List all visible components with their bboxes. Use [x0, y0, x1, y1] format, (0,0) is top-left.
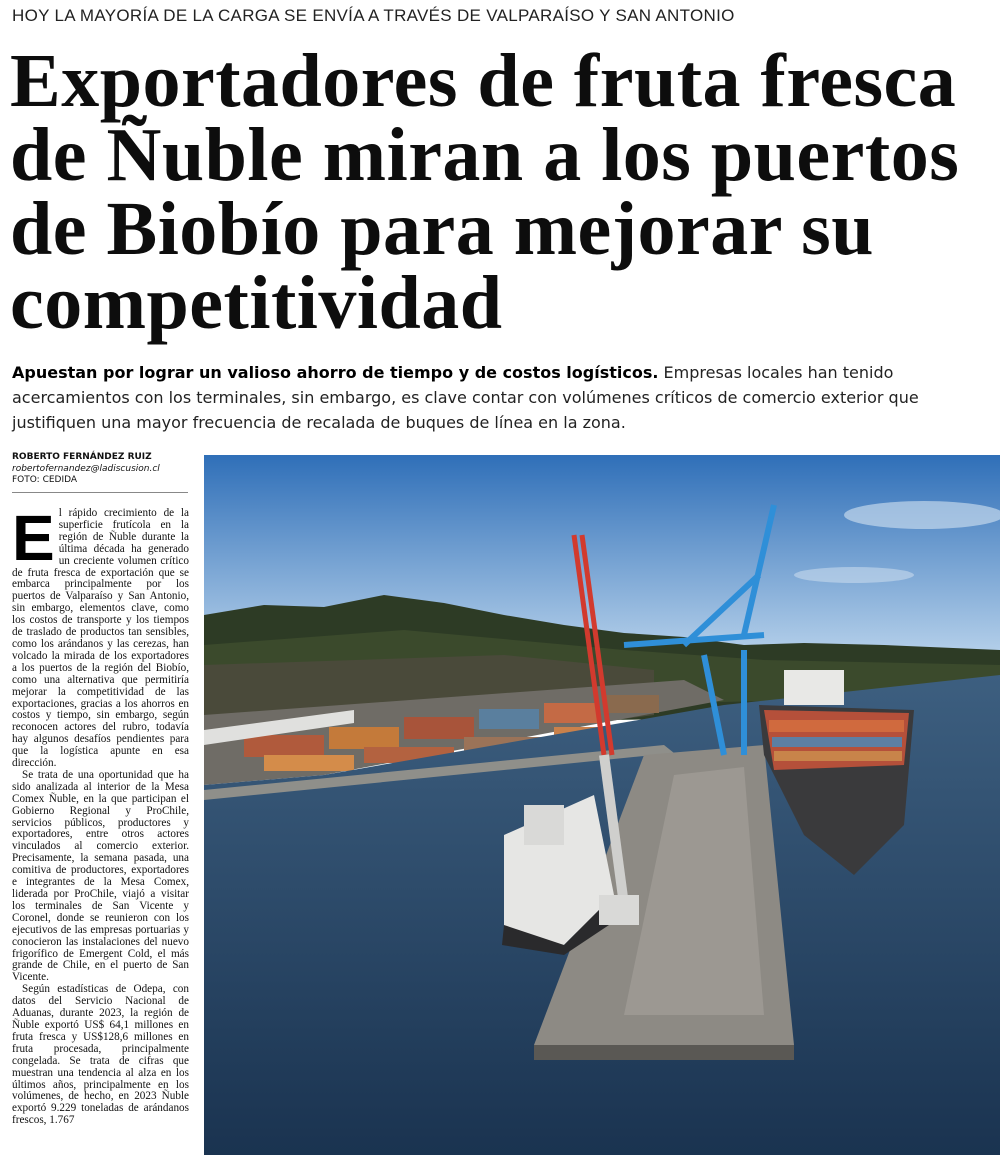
- byline: [12, 452, 187, 486]
- headline: Exportadores de fruta fresca de Ñuble miran a los puertos de Biobío para mejorar su competitividad: [10, 39, 960, 345]
- lead-bold: Apuestan por lograr un valioso ahorro de tiempo y de costos logísticos.: [12, 363, 659, 382]
- port-illustration: [204, 455, 1000, 1155]
- article-paragraph-1: [12, 508, 189, 770]
- article-paragraph-2: Se trata de una oportunidad que ha sido analizada al interior de la Mesa Comex Ñuble, en la que participan el Gobierno Regional y ProChile, servicios públicos, productores y exportadores, entre otros actores vinculados al comercio exterior. Precisamente, la semana pasada, una comitiva de productores, exportadores e integrantes de la Mesa Comex, liderada por ProChile, viajó a visitar los terminales de San Vicente y Coronel, donde se reunieron con los ejecutivos de las empresas portuarias y conocieron las instalaciones del nuevo frigorífico de Emergent Cold, el más grande de Chile, en el puerto de San Vicente.: [12, 768, 189, 984]
- byline-divider: [12, 492, 188, 493]
- lead-rest: Empresas locales han tenido acercamientos con los terminales, sin embargo, es clave contar con volúmenes críticos de comercio exterior que justifiquen una mayor frecuencia de recalada de buques de línea en la zona.: [12, 363, 919, 432]
- photo-credit: FOTO: CEDIDA: [12, 475, 78, 485]
- kicker: HOY LA MAYORÍA DE LA CARGA SE ENVÍA A TRAVÉS DE VALPARAÍSO Y SAN ANTONIO: [12, 6, 735, 25]
- article-body: [12, 508, 189, 1158]
- article-paragraph-3: Según estadísticas de Odepa, con datos del Servicio Nacional de Aduanas, durante 2023, la región de Ñuble exportó US$ 64,1 millones en fruta fresca y US$128,6 millones en fruta procesada, principalmente congelada. Se trata de cifras que muestran una tendencia al alza en los últimos años, principalmente en los volúmenes, de hecho, en 2023 Ñuble exportó 9.229 toneladas de arándanos frescos, 1.767: [12, 983, 189, 1127]
- port-photo: [204, 455, 1000, 1155]
- byline-author: ROBERTO FERNÁNDEZ RUIZ: [12, 452, 152, 462]
- dropcap: E: [12, 508, 55, 574]
- byline-email[interactable]: robertofernandez@ladiscusion.cl: [12, 464, 160, 474]
- paragraph-1-text: l rápido crecimiento de la superficie frutícola en la región de Ñuble durante la última década ha generado un creciente volumen crítico de fruta fresca de exportación que se embarca principalmente por los puertos de Valparaíso y San Antonio, sin embargo, elementos clave, como los costos de transporte y los tiempos de traslado de productos tan sensibles, como los arándanos y las cerezas, han volcado la mirada de los exportadores a los puertos de la región del Biobío, como una alternativa que permitiría mejorar la competitividad de las exportaciones, gracias a los ahorros en costos y tiempo, sin embargo, según reconocen actores del rubro, todavía hay algunos desafíos pendientes para que la logística apunte en esa dirección.: [12, 508, 189, 770]
- lead-paragraph: [12, 360, 972, 435]
